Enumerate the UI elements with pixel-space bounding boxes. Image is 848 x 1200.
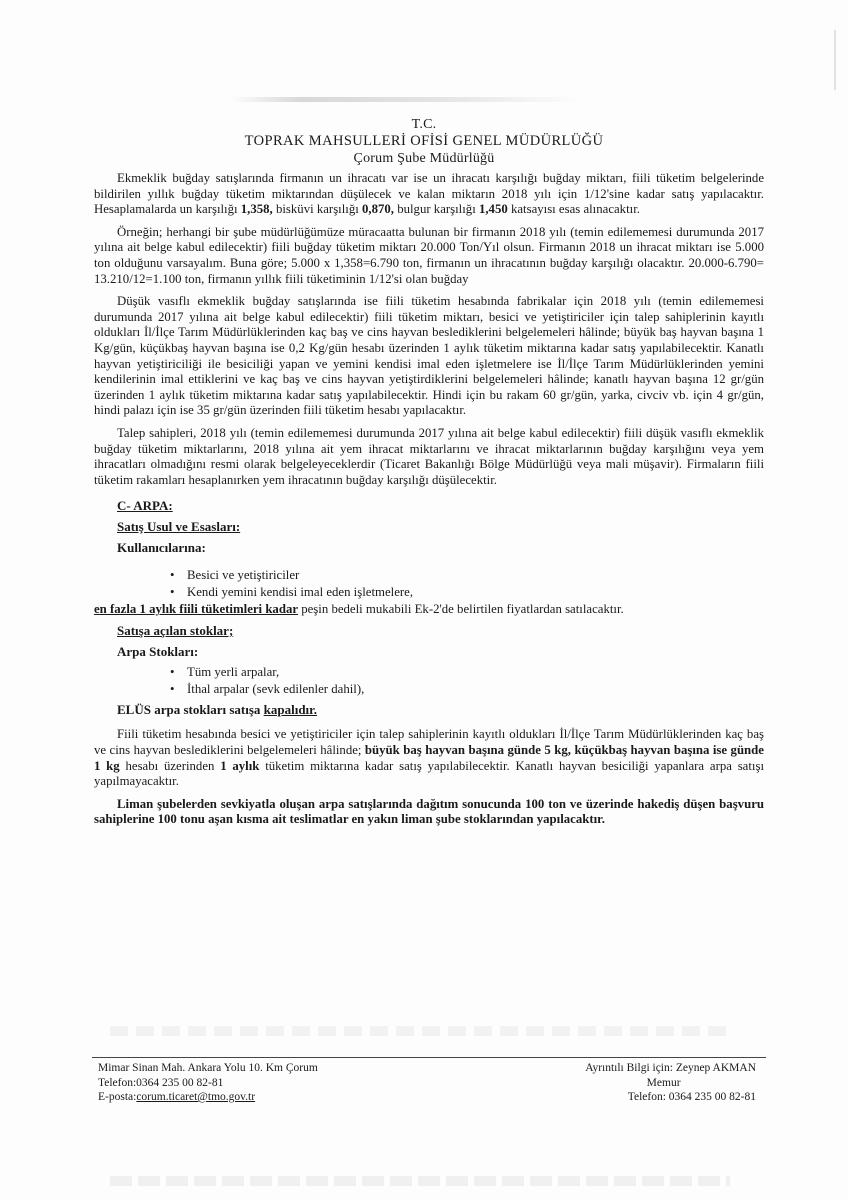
bleed-through-text-bottom <box>110 1176 730 1186</box>
bulgur-coefficient: 1,450 <box>478 202 508 217</box>
section-barley <box>94 498 764 556</box>
paragraph-port-branches: Liman şubelerden sevkiyatla oluşan arpa satışlarında dağıtım sonucunda 100 ton ve üzerinde hakediş düşen başvuru sahiplerine 100 tonu aşan kısma ait teslimatlar en yakın liman şube stoklarından yapılacaktır. <box>94 796 764 827</box>
biscuit-coefficient: 0,870, <box>362 202 394 217</box>
footer-email-line <box>98 1090 318 1105</box>
section-title: C- ARPA: <box>117 498 173 514</box>
flour-coefficient: 1,358, <box>240 202 273 217</box>
paragraph-example: Örneğin; herhangi bir şube müdürlüğümüze müracaatta bulunan bir firmanın 2018 yılı (temin edilememesi durumunda 2017 yılına ait belge kabul edilecektir) fiili buğday tüketim miktarı 20.000 Ton/Yıl olsun. Firmanın 2018 un ihracat miktarı ise 5.000 ton olduğunu varsayalım. Buna göre; 5.000 x 1,358=6.790 ton, firmanın un ihracatının buğday karşılığı olacaktır. 20.000-6.790= 13.210/12=1.100 ton, firmanın yıllık fiili tüketiminin 1/12'si olan buğday <box>94 224 764 286</box>
scan-mark <box>834 30 836 90</box>
footer-contact <box>98 1061 318 1105</box>
header-organization: TOPRAK MAHSULLERİ OFİSİ GENEL MÜDÜRLÜĞÜ <box>244 133 604 149</box>
document-body <box>94 171 764 828</box>
stocks-block <box>94 623 764 660</box>
users-list <box>94 567 764 601</box>
paragraph-coefficients <box>94 171 764 218</box>
text: Fiili tüketim hesabında besici ve yetiştiriciler için talep sahiplerinin kayıtlı oldukları İl/İlçe Tarım Müdürlüklerinden kaç baş ve cins hayvan beslediklerini belgelemeleri hâlinde; <box>94 727 764 758</box>
list-item: • Besici ve yetiştiriciler <box>170 567 764 584</box>
text: bisküvi karşılığı <box>272 202 362 217</box>
sale-limit-line <box>94 602 764 618</box>
header-tc: T.C. <box>411 117 437 132</box>
text: ELÜS arpa stokları satışa <box>117 701 264 717</box>
scan-bleed <box>230 97 580 102</box>
text: hesabı üzerinden <box>119 758 221 773</box>
footer-divider <box>92 1057 766 1058</box>
barley-stocks-heading: Arpa Stokları: <box>117 643 199 659</box>
users-heading: Kullanıcılarına: <box>117 540 206 556</box>
footer-info-title: Memur <box>646 1076 681 1089</box>
list-item: • Kendi yemini kendisi imal eden işletmelere, <box>170 584 764 601</box>
text: katsayısı esas alınacaktır. <box>507 202 640 217</box>
footer-phone: Telefon:0364 235 00 82-81 <box>98 1076 224 1089</box>
list-item: • Tüm yerli arpalar, <box>170 664 764 681</box>
letterhead <box>0 116 848 167</box>
footer-info-contact: Ayrıntılı Bilgi için: Zeynep AKMAN <box>585 1062 756 1074</box>
barley-stocks-list <box>94 664 764 698</box>
paragraph-applicants: Talep sahipleri, 2018 yılı (temin edilememesi durumunda 2017 yılına ait belge kabul edilecektir) fiili düşük vasıflı ekmeklik buğday tüketim miktarlarını, 2018 yılına ait yem ihracat miktarlarını ve ihracat miktarlarının buğday karşılığını veya yem ihracatları olmadığını resmi olarak belgeleyeceklerdir (Ticaret Bakanlığı Bölge Müdürlüğü veya mali müşavir). Firmaların fiili tüketim rakamları hesaplanırken yem ihracatının buğday karşılığı düşülecektir. <box>94 425 764 487</box>
closed-label: kapalıdır. <box>263 701 317 717</box>
footer-info-phone: Telefon: 0364 235 00 82-81 <box>627 1091 756 1103</box>
text: bulgur karşılığı <box>394 202 479 217</box>
paragraph-barley-consumption <box>94 727 764 789</box>
rules-heading: Satış Usul ve Esasları: <box>117 519 241 535</box>
bleed-through-text <box>110 1026 730 1036</box>
footer-address: Mimar Sinan Mah. Ankara Yolu 10. Km Çorum <box>98 1062 318 1074</box>
elus-note <box>94 702 764 719</box>
list-item: • İthal arpalar (sevk edilenler dahil), <box>170 681 764 698</box>
text: peşin bedeli mukabili Ek-2'de belirtilen fiyatlardan satılacaktır. <box>298 602 624 617</box>
email-label: E-posta: <box>98 1091 137 1103</box>
period: 1 aylık <box>220 758 260 773</box>
text: tüketim miktarına kadar satış yapılabilecektir. Kanatlı hayvan besiciliği yapanlara arpa satışı yapılmayacaktır. <box>94 758 765 789</box>
stocks-heading: Satışa açılan stoklar; <box>117 622 234 638</box>
text: Ekmeklik buğday satışlarında firmanın un ihracatı var ise un ihracatı karşılığı buğday miktarı, fiili tüketim belgelerinde bildirilen yıllık buğday tüketim miktarından düşülecek ve kalan miktarın 2018 yılı için 1/12'sine kadar satış yapılacaktır. Hesaplamalarda un karşılığı <box>94 171 764 217</box>
paragraph-low-quality-wheat: Düşük vasıflı ekmeklik buğday satışlarında ise fiili tüketim hesabında fabrikalar için 2018 yılı (temin edilememesi durumunda 2017 yılına ait belge kabul edilecektir) fiili tüketim miktarı, besici ve yetiştiriciler için talep sahiplerinin kayıtlı oldukları İl/İlçe Tarım Müdürlüklerinden kaç baş ve cins hayvan beslediklerini belgelemeleri hâlinde; büyük baş hayvan başına 1 Kg/gün, küçükbaş hayvan başına ise 0,2 Kg/gün hesabı üzerinden 1 aylık tüketim miktarına kadar satış yapılabilecektir. Kanatlı hayvan yetiştiriciliği ile besiciliği yapan ve yemini kendisi imal eden işletmelere ise İl/İlçe Tarım Müdürlüklerinden yemini kendilerinin imal ettiklerini ve kaç baş ve cins hayvan yetiştirdiklerini belgelemeleri hâlinde; kanatlı hayvan başına 12 gr/gün üzerinden 1 aylık tüketim miktarına kadar satış yapılabilecektir. Hindi için bu rakam 60 gr/gün, yarka, civciv vb. için 4 gr/gün, hindi palazı için ise 35 gr/gün üzerinden fiili tüketim hesabı yapılacaktır. <box>94 294 764 418</box>
footer-info <box>585 1061 756 1105</box>
header-branch: Çorum Şube Müdürlüğü <box>353 151 495 166</box>
sale-limit-bold: en fazla 1 aylık fiili tüketimleri kadar <box>94 602 299 617</box>
daily-amounts: büyük baş hayvan başına günde 5 kg, küçükbaş hayvan başına ise günde 1 kg <box>94 743 764 773</box>
email-link[interactable]: corum.ticaret@tmo.gov.tr <box>136 1091 256 1103</box>
